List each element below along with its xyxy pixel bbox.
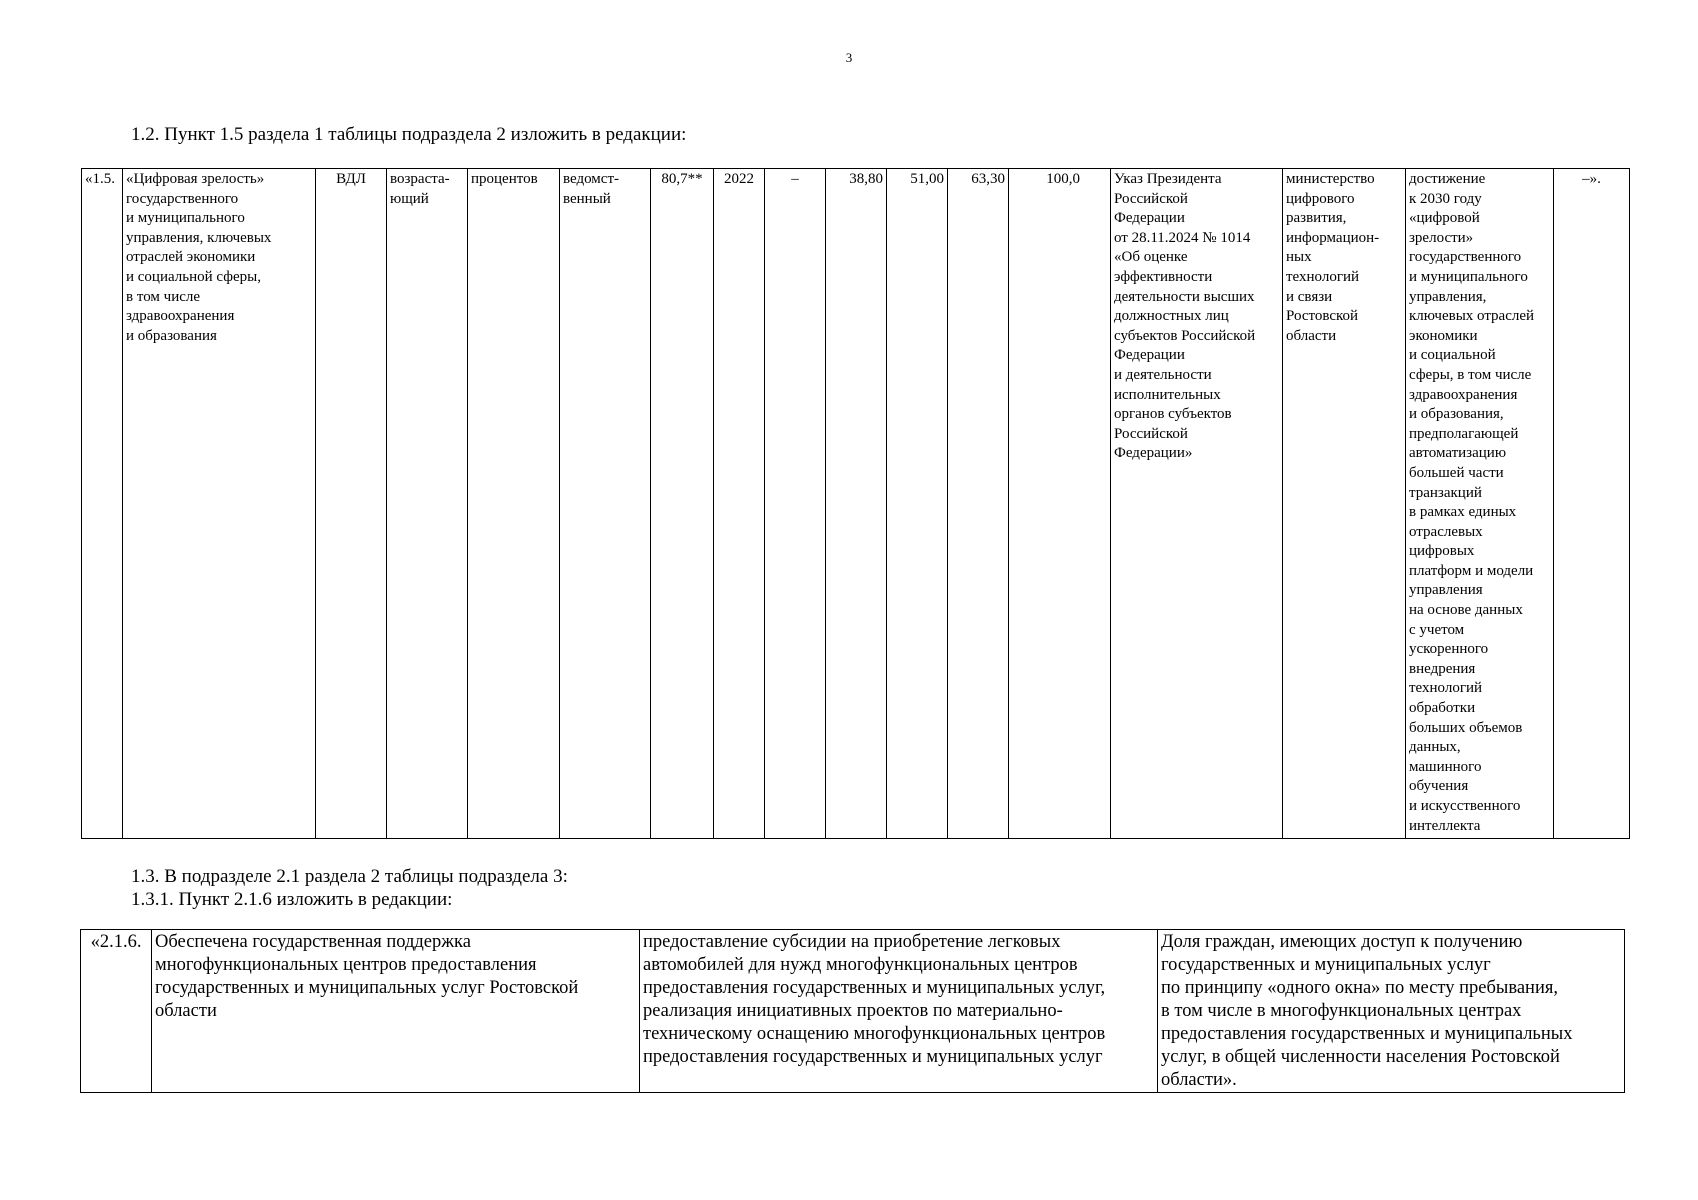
task-description: Обеспечена государственная поддержка многофункциональных центров предоставления государственных и муниципальных услуг Ростовской области — [152, 930, 640, 1093]
indicator-name: «Цифровая зрелость» государственного и муниципального управления, ключевых отраслей экономики и социальной сферы, в том числе здравоохранения и образования — [123, 169, 316, 839]
paragraph-1-3: 1.3. В подразделе 2.1 раздела 2 таблицы подраздела 3: — [131, 866, 568, 887]
tasks-table — [80, 929, 1625, 1093]
indicator-trend: возраста- ющий — [387, 169, 468, 839]
unit-of-measure: процентов — [468, 169, 560, 839]
page-number: 3 — [845, 50, 853, 65]
value-2: 38,80 — [826, 169, 887, 839]
paragraph-1-2: 1.2. Пункт 1.5 раздела 1 таблицы подраздела 2 изложить в редакции: — [131, 124, 687, 145]
indicator-level: ВДЛ — [316, 169, 387, 839]
base-year: 2022 — [714, 169, 765, 839]
row-number: «2.1.6. — [81, 930, 152, 1093]
base-value: 80,7** — [651, 169, 714, 839]
value-1: – — [765, 169, 826, 839]
normative-document: Указ Президента Российской Федерации от 28.11.2024 № 1014 «Об оценке эффективности деятельности высших должностных лиц субъектов Российской Федерации и деятельности исполнительных органов субъектов Российской Федерации» — [1111, 169, 1283, 839]
indicator-goal: достижение к 2030 году «цифровой зрелости» государственного и муниципального управления, ключевых отраслей экономики и социальной сферы, в том числе здравоохранения и образования, предполагающей автоматизацию большей части транзакций в рамках единых отраслевых цифровых платформ и модели управления на основе данных с учетом ускоренного внедрения технологий обработки больших объемов данных, машинного обучения и искусственного интеллекта — [1406, 169, 1554, 839]
paragraph-1-3-1: 1.3.1. Пункт 2.1.6 изложить в редакции: — [131, 889, 453, 910]
indicator-table — [81, 168, 1630, 839]
value-4: 63,30 — [948, 169, 1009, 839]
responsible-body: министерство цифрового развития, информацион- ных технологий и связи Ростовской области — [1283, 169, 1406, 839]
indicator-description: Доля граждан, имеющих доступ к получению государственных и муниципальных услуг по принципу «одного окна» по месту пребывания, в том числе в многофункциональных центрах предоставления государственных и муниципальных услуг, в общей численности населения Ростовской области». — [1158, 930, 1625, 1093]
value-3: 51,00 — [887, 169, 948, 839]
measure-description: предоставление субсидии на приобретение легковых автомобилей для нужд многофункциональных центров предоставления государственных и муниципальных услуг, реализация инициативных проектов по материально- техническому оснащению многофункциональных центров предоставления государственных и муниципальных услуг — [640, 930, 1158, 1093]
row-number: «1.5. — [82, 169, 123, 839]
value-5: 100,0 — [1009, 169, 1111, 839]
indicator-type: ведомст- венный — [560, 169, 651, 839]
row-end-mark: –». — [1554, 169, 1630, 839]
